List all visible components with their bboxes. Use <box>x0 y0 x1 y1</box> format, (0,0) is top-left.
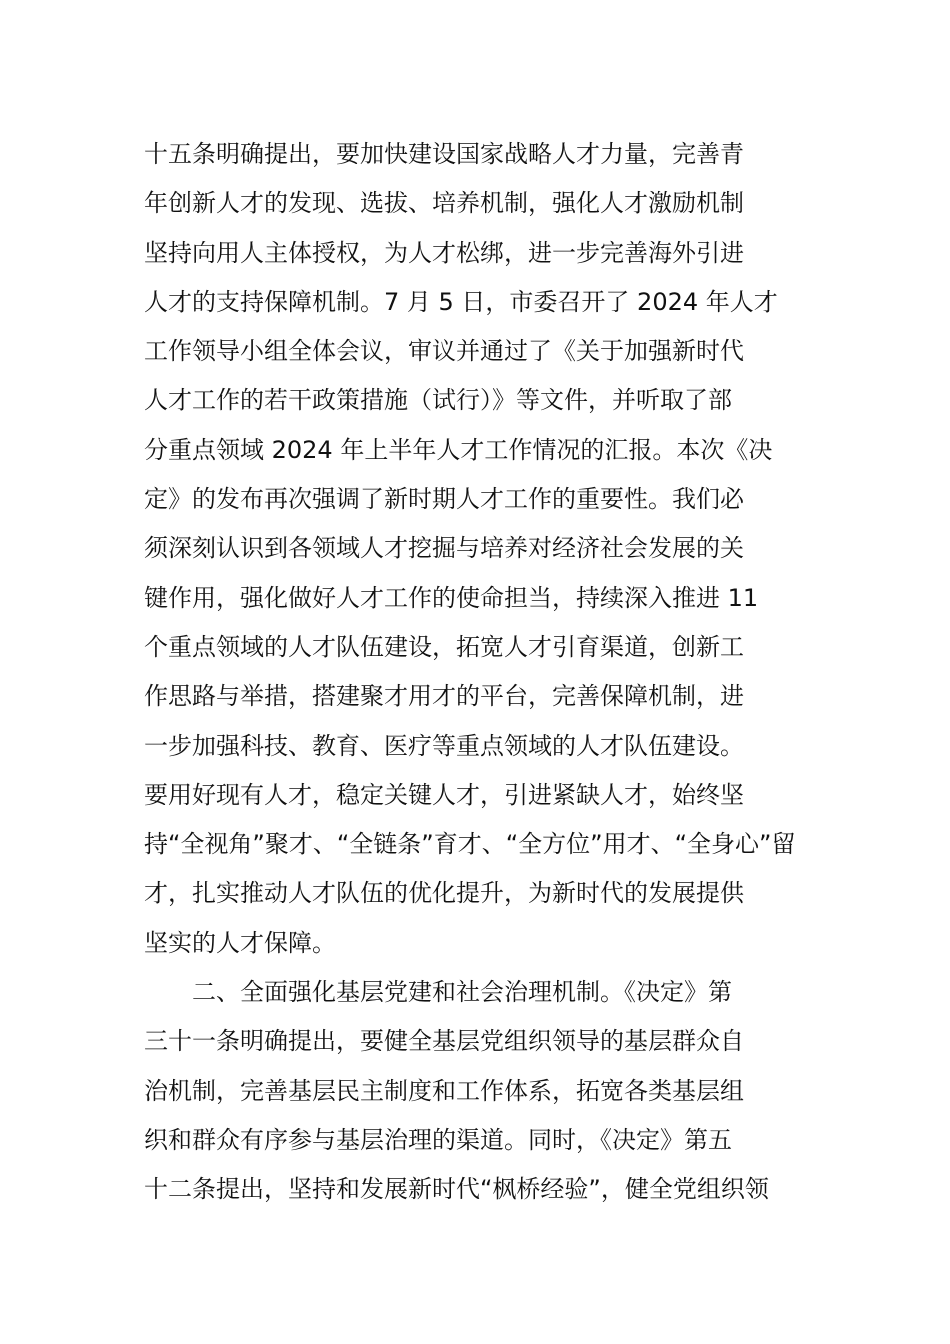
text-line: 个重点领域的人才队伍建设，拓宽人才引育渠道，创新工 <box>144 632 744 661</box>
text-line: 织和群众有序参与基层治理的渠道。同时，《决定》第五 <box>144 1125 732 1154</box>
body-text <box>144 130 814 1215</box>
text-line: 分重点领域 2024 年上半年人才工作情况的汇报。本次《决 <box>144 435 773 464</box>
text-line: 坚持向用人主体授权，为人才松绑，进一步完善海外引进 <box>144 238 744 267</box>
text-line: 三十一条明确提出，要健全基层党组织领导的基层群众自 <box>144 1027 744 1056</box>
text-line: 作思路与举措，搭建聚才用才的平台，完善保障机制，进 <box>144 682 744 711</box>
text-line: 年创新人才的发现、选拔、培养机制，强化人才激励机制 <box>144 189 744 218</box>
text-line: 人才的支持保障机制。7 月 5 日，市委召开了 2024 年人才 <box>144 287 778 316</box>
text-line: 键作用，强化做好人才工作的使命担当，持续深入推进 11 <box>144 583 759 612</box>
text-line: 治机制，完善基层民主制度和工作体系，拓宽各类基层组 <box>144 1076 744 1105</box>
text-line: 持“全视角”聚才、“全链条”育才、“全方位”用才、“全身心”留 <box>144 830 796 859</box>
text-line: 一步加强科技、教育、医疗等重点领域的人才队伍建设。 <box>144 731 744 760</box>
text-line: 十二条提出，坚持和发展新时代“枫桥经验”，健全党组织领 <box>144 1175 769 1204</box>
text-line: 须深刻认识到各领域人才挖掘与培养对经济社会发展的关 <box>144 534 744 563</box>
text-line: 才，扎实推动人才队伍的优化提升，为新时代的发展提供 <box>144 879 744 908</box>
text-line: 工作领导小组全体会议，审议并通过了《关于加强新时代 <box>144 337 744 366</box>
text-line: 定》的发布再次强调了新时期人才工作的重要性。我们必 <box>144 485 744 514</box>
section-heading-line: 二、全面强化基层党建和社会治理机制。《决定》第 <box>192 978 732 1007</box>
text-line: 坚实的人才保障。 <box>144 928 336 957</box>
text-line: 十五条明确提出，要加快建设国家战略人才力量，完善青 <box>144 140 744 168</box>
text-line: 人才工作的若干政策措施（试行）》等文件，并听取了部 <box>144 386 732 415</box>
text-line: 要用好现有人才，稳定关键人才，引进紧缺人才，始终坚 <box>144 780 744 809</box>
